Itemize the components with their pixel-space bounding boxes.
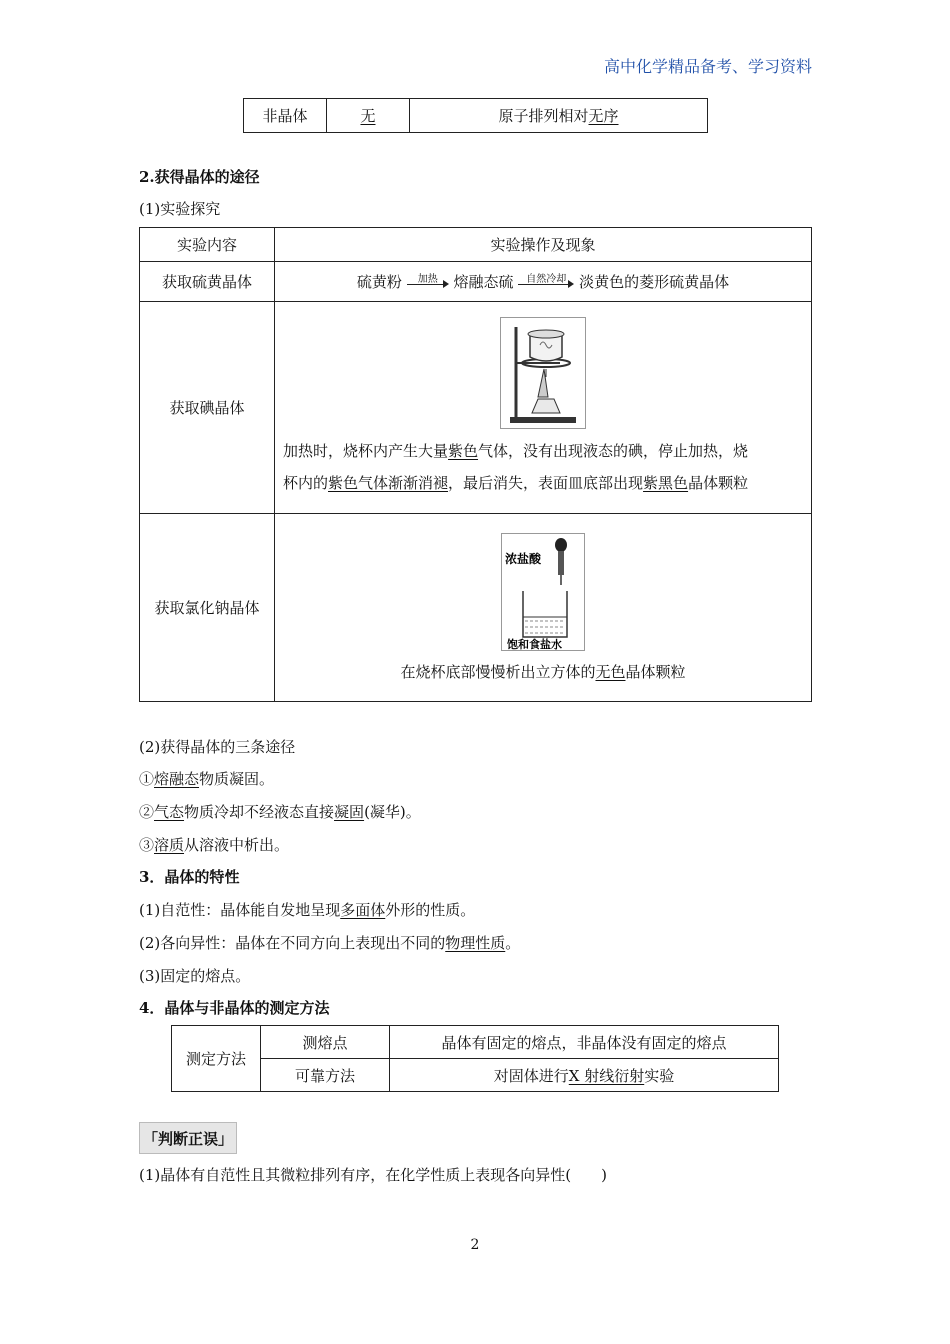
nacl-apparatus-figure bbox=[501, 533, 585, 651]
amorphous-label: 非晶体 bbox=[244, 99, 327, 133]
header-title: 高中化学精品备考、学习资料 bbox=[603, 57, 812, 76]
judge-box-label: 「判断正误」 bbox=[142, 1129, 234, 1148]
property-1: (1)自范性：晶体能自发地呈现多面体外形的性质。 bbox=[139, 901, 476, 919]
way-2: ②气态物质冷却不经液态直接凝固(凝华)。 bbox=[139, 803, 421, 821]
row-iodine-label: 获取碘晶体 bbox=[140, 302, 275, 514]
header-content: 实验内容 bbox=[140, 228, 275, 262]
method-table bbox=[171, 1025, 779, 1092]
section2-sub1: (1)实验探究 bbox=[139, 200, 221, 218]
method-reliable: 可靠方法 bbox=[261, 1059, 390, 1092]
amorphous-arrangement: 原子排列相对无序 bbox=[410, 99, 708, 133]
property-2: (2)各向异性：晶体在不同方向上表现出不同的物理性质。 bbox=[139, 934, 521, 952]
arrow-heat: 加热 bbox=[407, 276, 449, 290]
section4-title: 4．晶体与非晶体的测定方法 bbox=[139, 999, 330, 1017]
arrow-cool: 自然冷却 bbox=[518, 276, 574, 290]
method-label: 测定方法 bbox=[172, 1026, 261, 1092]
method-melting: 测熔点 bbox=[261, 1026, 390, 1059]
svg-text:饱和食盐水: 饱和食盐水 bbox=[507, 638, 562, 651]
section2-sub2: (2)获得晶体的三条途径 bbox=[139, 738, 296, 756]
method-reliable-desc: 对固体进行X 射线衍射实验 bbox=[390, 1059, 779, 1092]
page-number: 2 bbox=[470, 1237, 480, 1253]
method-melting-desc: 晶体有固定的熔点，非晶体没有固定的熔点 bbox=[390, 1026, 779, 1059]
iodine-apparatus-figure bbox=[500, 317, 586, 429]
judge-question-1: (1)晶体有自范性且其微粒排列有序，在化学性质上表现各向异性( ) bbox=[139, 1166, 607, 1184]
experiment-table bbox=[139, 227, 812, 702]
row-sulfur-process: 硫黄粉 加热 熔融态硫 自然冷却 淡黄色的菱形硫黄晶体 bbox=[275, 262, 812, 302]
row-nacl-label: 获取氯化钠晶体 bbox=[140, 514, 275, 702]
way-3: ③溶质从溶液中析出。 bbox=[139, 836, 290, 854]
row-iodine-content: 加热时，烧杯内产生大量紫色气体，没有出现液态的碘，停止加热，烧 杯内的紫色气体渐渐消褪，最后消失，表面皿底部出现紫黑色晶体颗粒 bbox=[275, 302, 812, 514]
svg-text:浓盐酸: 浓盐酸 bbox=[505, 552, 542, 566]
property-3: (3)固定的熔点。 bbox=[139, 967, 251, 985]
section3-title: 3．晶体的特性 bbox=[139, 868, 240, 886]
header-operation: 实验操作及现象 bbox=[275, 228, 812, 262]
section2-title: 2.获得晶体的途径 bbox=[139, 168, 260, 186]
row-nacl-content: 浓盐酸 饱和食盐水 在烧杯底部慢慢析出立方体的无色晶体颗粒 bbox=[275, 514, 812, 702]
way-1: ①熔融态物质凝固。 bbox=[139, 770, 275, 788]
amorphous-table bbox=[243, 98, 708, 133]
judge-box bbox=[139, 1122, 237, 1154]
amorphous-self-shape: 无 bbox=[327, 99, 410, 133]
row-sulfur-label: 获取硫黄晶体 bbox=[140, 262, 275, 302]
